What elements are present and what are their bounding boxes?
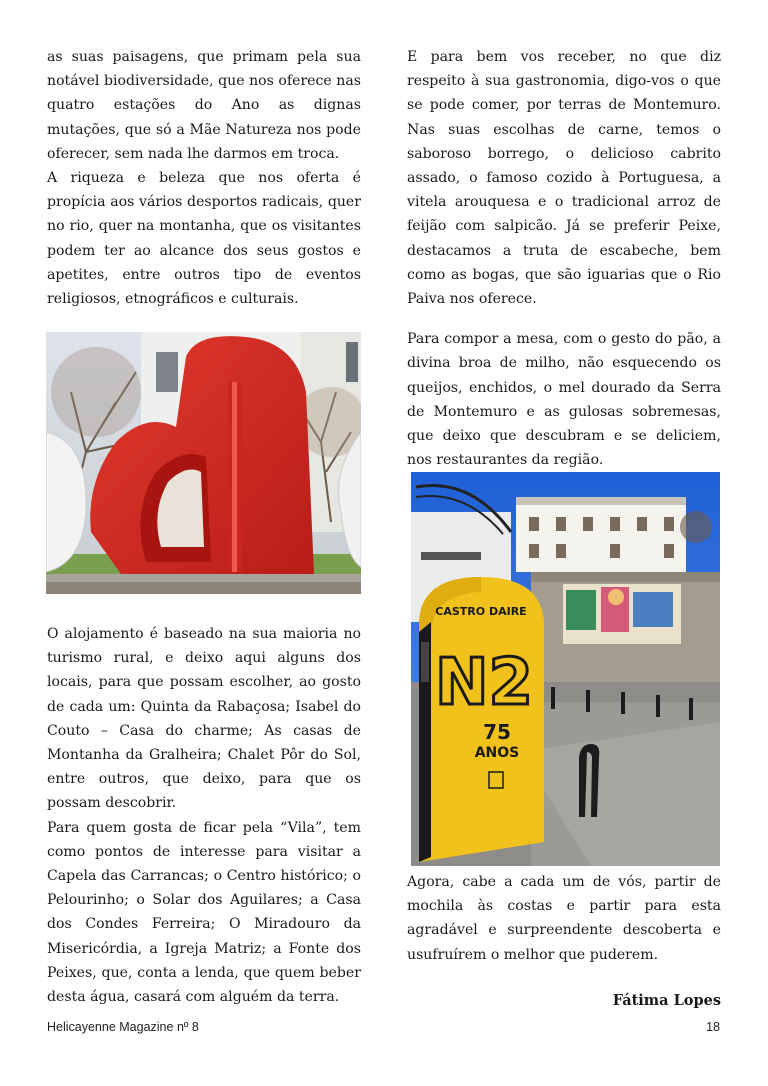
photo-heart-sculpture (46, 332, 361, 594)
author-signature: Fátima Lopes (612, 992, 721, 1009)
photo-n2-road-marker (411, 472, 720, 866)
paragraph: E para bem vos receber, no que diz respeito à sua gastronomia, digo-vos o que se pode comer, por terras de Montemuro. Nas suas escolhas de carne, temos o saboroso borrego, o delicioso cabrito assado, o famoso cozido à Portuguesa, a vitela arouquesa e o tradicional arroz de feijão com salpicão. Já se preferir Peixe, destacamos a truta de escabeche, bem como as bogas, que são iguarias que o Rio Paiva nos oferece. (407, 49, 721, 308)
left-column-top (47, 45, 361, 311)
marker-road-label: N2 (434, 646, 534, 720)
footer-magazine-title: Helicayenne Magazine nº 8 (47, 1020, 199, 1034)
left-column-bottom (47, 622, 361, 1009)
paragraph: A riqueza e beleza que nos oferta é propícia aos vários desportos radicais, quer no rio, quer na montanha, que os visitantes podem ter ao alcance dos seus gostos e apetites, entre outros tipo de eventos religiosos, etnográficos e culturais. (47, 170, 361, 308)
right-column-bottom (407, 870, 721, 967)
right-column-top (407, 45, 721, 472)
paragraph: Agora, cabe a cada um de vós, partir de mochila às costas e partir para esta agradável e surpreendente descoberta e usufruírem o melhor que puderem. (407, 874, 721, 963)
marker-years-word: ANOS (474, 745, 520, 761)
paragraph: Para compor a mesa, com o gesto do pão, a divina broa de milho, não esquecendo os queijos, enchidos, o mel dourado da Serra de Montemuro e as gulosas sobremesas, que deixo que descubram e se deliciem, nos restaurantes da região. (407, 331, 721, 469)
paragraph: O alojamento é baseado na sua maioria no turismo rural, e deixo aqui alguns dos locais, para que possam escolher, ao gosto de cada um: Quinta da Rabaçosa; Isabel do Couto – Casa do charme; As casas de Montanha da Gralheira; Chalet Pôr do Sol, entre outros, que deixo, para que os possam descobrir. (47, 626, 361, 812)
paragraph: as suas paisagens, que primam pela sua notável biodiversidade, que nos oferece nas quatro estações do Ano as dignas mutações, que só a Mãe Natureza nos pode oferecer, sem nada lhe darmos em troca. (47, 49, 361, 162)
marker-years-number: 75 (483, 720, 511, 744)
marker-town-label: CASTRO DAIRE (435, 605, 527, 618)
footer-page-number: 18 (706, 1020, 720, 1034)
paragraph: Para quem gosta de ficar pela “Vila”, tem como pontos de interesse para visitar a Capela das Carrancas; o Centro histórico; o Pelourinho; o Solar dos Aguilares; a Casa dos Condes Ferreira; O Miradouro da Misericórdia, a Igreja Matriz; a Fonte dos Peixes, que, conta a lenda, que quem beber desta água, casará com alguém da terra. (47, 819, 361, 1006)
